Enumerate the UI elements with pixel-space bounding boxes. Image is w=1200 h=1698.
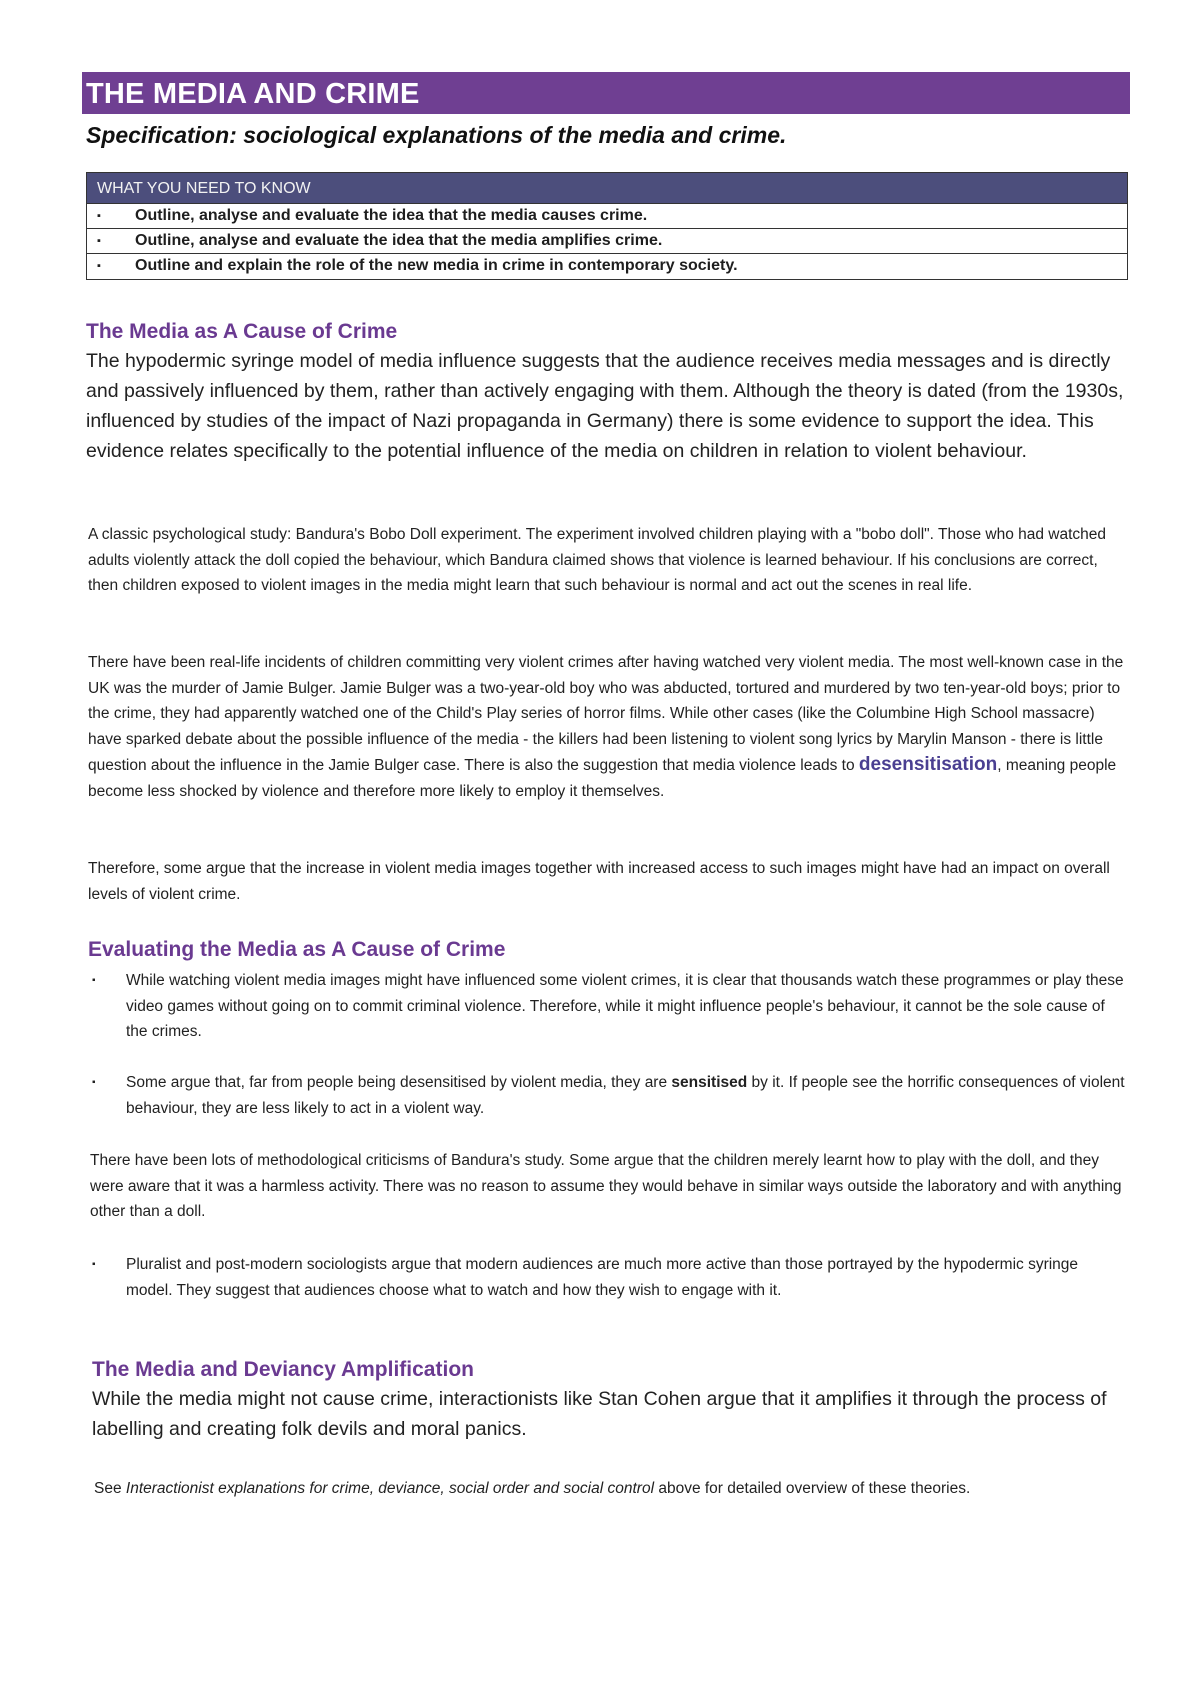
section-heading-deviancy-amplification: The Media and Deviancy Amplification [92,1358,474,1381]
bullet-icon: ▪ [92,1077,96,1088]
bullet-text [126,1070,1126,1121]
section2-para-criticisms: There have been lots of methodological criticisms of Bandura's study. Some argue that the children merely learnt how to play with the doll, and they were aware that it was a harmless activity. There was no reason to assume they would behave in similar ways outside the laboratory and with anything other than a doll. [90,1152,1122,1220]
sensitised-term: sensitised [671,1074,748,1091]
know-item [87,203,1127,228]
bullet-icon: ▪ [97,260,101,272]
know-item [87,228,1127,253]
page-title: THE MEDIA AND CRIME [86,78,420,110]
section1-para-conclusion: Therefore, some argue that the increase in violent media images together with increased access to such images might have had an impact on overall levels of violent crime. [88,860,1110,903]
see-also-text: above for detailed overview of these theories. [654,1480,971,1497]
bullet-icon: ▪ [97,235,101,247]
evaluation-bullet [92,968,1128,1048]
bullet-icon: ▪ [97,210,101,222]
section3-see-also [94,1476,1130,1502]
know-item-text: Outline and explain the role of the new media in crime in contemporary society. [135,257,738,274]
know-item-text: Outline, analyse and evaluate the idea that the media causes crime. [135,207,648,224]
section1-lead: The hypodermic syringe model of media influence suggests that the audience receives media messages and is directly and passively influenced by them, rather than actively engaging with them. Although the theory is dated (from the 1930s, influenced by studies of the impact of Nazi propaganda in Germany) there is some evidence to support the idea. This evidence relates specifically to the potential influence of the media on children in relation to violent behaviour. [86,350,1124,462]
see-also-reference: Interactionist explanations for crime, deviance, social order and social control [125,1480,655,1497]
bullet-text-part: by it. If people see the horrific consequences of violent behaviour, they are less likely to act in a violent way. [126,1074,1125,1117]
evaluation-bullet [92,1252,1128,1332]
bullet-icon: ▪ [92,1259,96,1270]
section1-para-bandura: A classic psychological study: Bandura's Bobo Doll experiment. The experiment involved children playing with a "bobo doll". Those who had watched adults violently attack the doll copied the behaviour, which Bandura claimed shows that violence is learned behaviour. If his conclusions are correct, then children exposed to violent images in the media might learn that such behaviour is normal and act out the scenes in real life. [88,526,1107,594]
section-heading-media-cause: The Media as A Cause of Crime [86,320,398,343]
section1-para-jamie-bulger [88,650,1128,804]
bullet-text: While watching violent media images might have influenced some violent crimes, it is clear that thousands watch these programmes or play these video games without going on to commit criminal violence. Therefore, while it might influence people's behaviour, it cannot be the sole cause of the crimes. [126,972,1124,1040]
section3-lead: While the media might not cause crime, interactionists like Stan Cohen argue that it amplifies it through the process of labelling and creating folk devils and moral panics. [92,1388,1107,1440]
what-you-need-to-know-box [86,172,1128,280]
title-bar [82,72,1130,114]
para-text: , meaning people become less shocked by violence and therefore more likely to employ it themselves. [88,757,1117,800]
para-text: There have been real-life incidents of children committing very violent crimes after having watched very violent media. The most well-known case in the UK was the murder of Jamie Bulger. Jamie Bulger was a two-year-old boy who was abducted, tortured and murdered by two ten-year-old boys; prior to the crime, they had apparently watched one of the Child's Play series of horror films. While other cases (like the Columbine High School massacre) have sparked debate about the possible influence of the media - the killers had been listening to violent song lyrics by Marylin Manson - there is little question about the influence in the Jamie Bulger case. There is also the suggestion that media violence leads to [88,654,1124,774]
evaluation-bullet [92,1070,1128,1124]
bullet-icon: ▪ [92,975,96,986]
bullet-text: Pluralist and post-modern sociologists argue that modern audiences are much more active than those portrayed by the hypodermic syringe model. They suggest that audiences choose what to watch and how they wish to engage with it. [126,1256,1079,1299]
know-box-header: WHAT YOU NEED TO KNOW [87,173,1127,203]
desensitisation-term: desensitisation [858,754,998,775]
know-item-text: Outline, analyse and evaluate the idea that the media amplifies crime. [135,232,663,249]
specification: Specification: sociological explanations of the media and crime. [86,122,787,148]
section-heading-evaluating: Evaluating the Media as A Cause of Crime [88,938,506,961]
see-also-text: See [94,1480,126,1497]
bullet-text-part: Some argue that, far from people being desensitised by violent media, they are [126,1074,672,1091]
know-item [87,253,1127,278]
